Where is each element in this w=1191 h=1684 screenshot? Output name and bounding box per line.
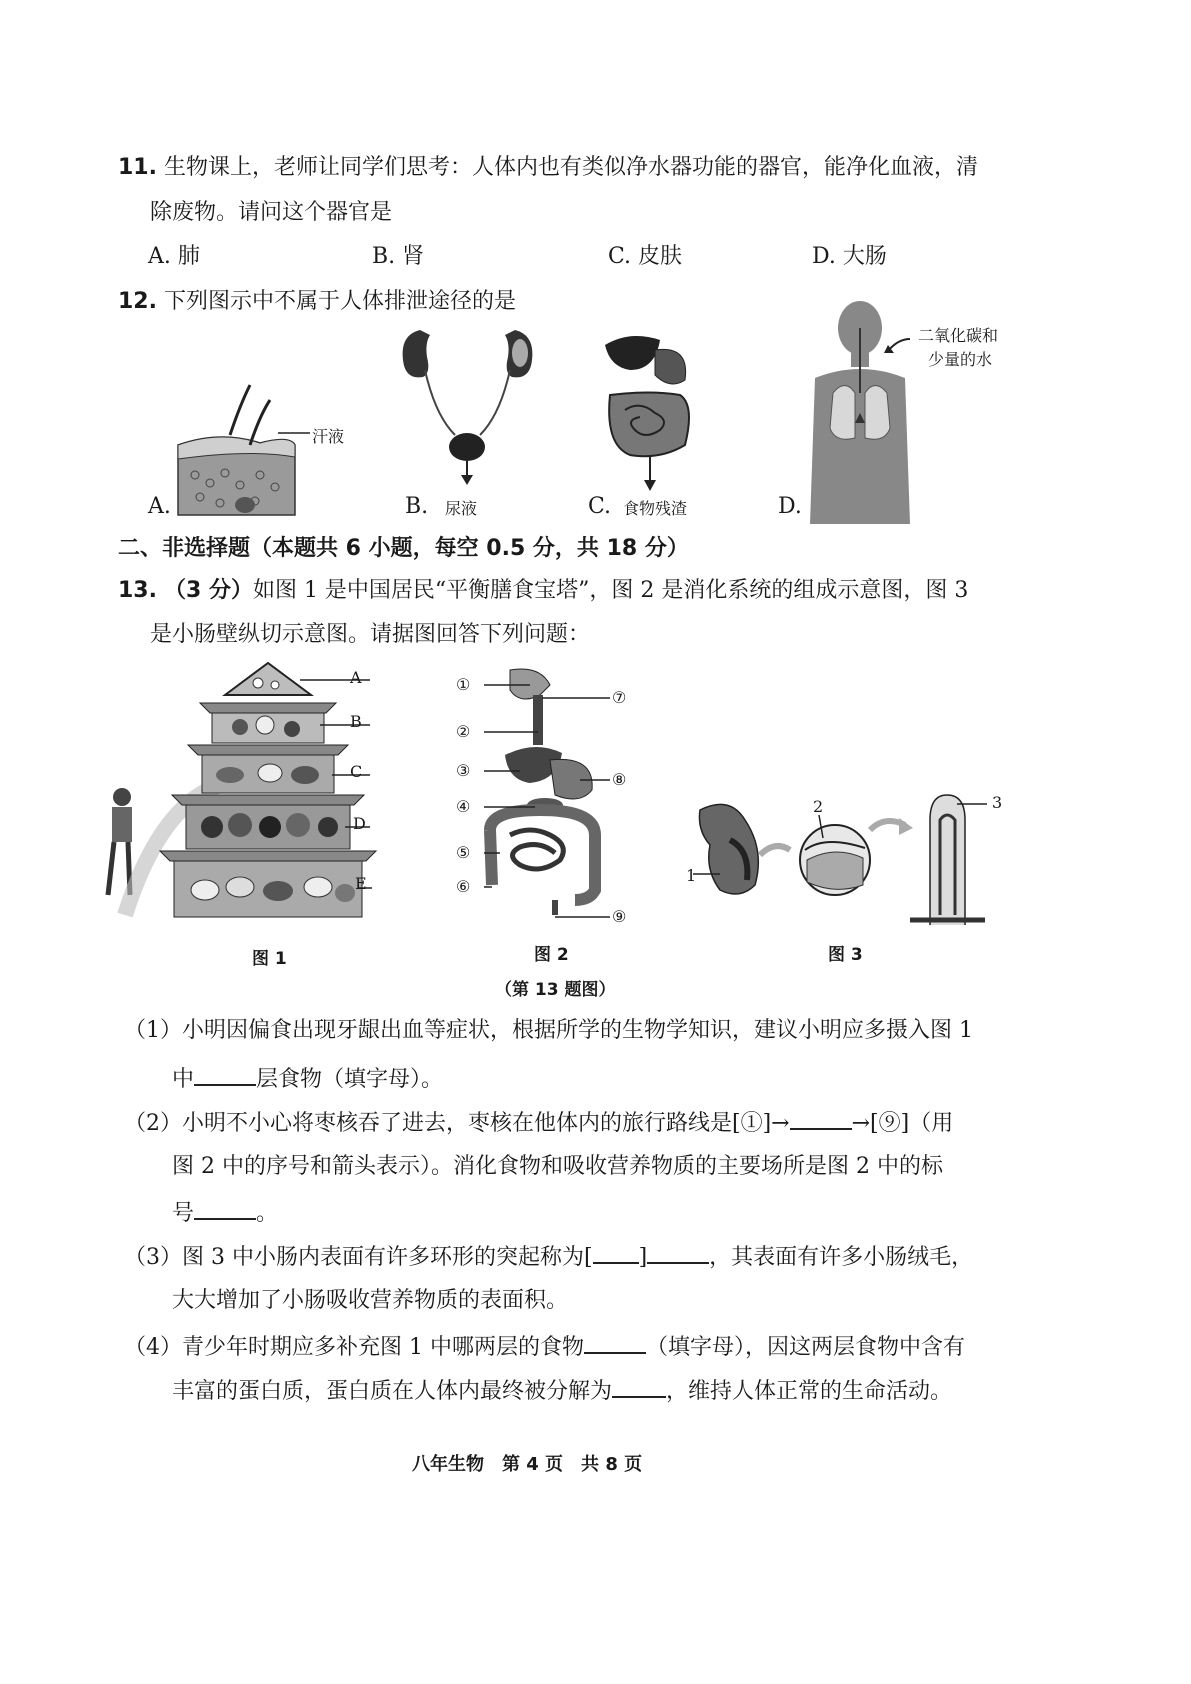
q13-sub4-number: （4） bbox=[124, 1335, 182, 1360]
q11-number: 11. bbox=[118, 155, 157, 180]
q12-stem-text: 下列图示中不属于人体排泄途径的是 bbox=[163, 289, 516, 314]
q13-sub1-text-a: 中 bbox=[172, 1067, 195, 1092]
q13-number: 13. bbox=[118, 578, 157, 603]
intestine-wall-figure bbox=[685, 790, 1005, 935]
fig3-caption: 图 3 bbox=[828, 945, 863, 965]
q13-sub4-text-d: ，维持人体正常的生命活动。 bbox=[666, 1379, 953, 1404]
q13-sub3-number: （3） bbox=[124, 1245, 182, 1270]
q12-option-d-letter: D. bbox=[778, 494, 802, 519]
pagoda-tier-e bbox=[160, 851, 376, 917]
q13-sub1-text: 小明因偏食出现牙龈出血等症状，根据所学的生物学知识，建议小明应多摄入图 1 bbox=[182, 1018, 973, 1043]
digestive-label-9: ⑨ bbox=[612, 907, 627, 926]
mouth-icon bbox=[510, 669, 550, 699]
fig2-caption: 图 2 bbox=[534, 945, 569, 965]
q13-sub3-text-b: ] bbox=[638, 1245, 648, 1270]
q13-sub2-line3 bbox=[172, 1196, 278, 1229]
intestine-label-1: 1 bbox=[686, 866, 697, 885]
q11-stem-text: 生物课上，老师让同学们思考：人体内也有类似净水器功能的器官，能净化血液，清 bbox=[163, 155, 978, 180]
q13-points: （3 分） bbox=[163, 578, 253, 603]
pagoda-label-d: D bbox=[353, 814, 366, 833]
answer-blank-1[interactable] bbox=[194, 1062, 256, 1086]
label-co2-line1: 二氧化碳和 bbox=[918, 326, 999, 345]
q13-sub1-line2 bbox=[172, 1062, 443, 1095]
q12-respiratory-figure bbox=[805, 298, 915, 524]
digestive-label-4: ④ bbox=[456, 797, 471, 816]
pagoda-tier-d bbox=[172, 795, 364, 849]
q12-skin-figure bbox=[170, 375, 330, 520]
q11-stem-line2: 除废物。请问这个器官是 bbox=[150, 200, 393, 225]
label-co2-line2: 少量的水 bbox=[928, 350, 993, 369]
q12-option-b-letter: B. bbox=[405, 494, 429, 519]
answer-blank-4[interactable] bbox=[593, 1240, 639, 1264]
q13-sub4-text-b: （填字母），因这两层食物中含有 bbox=[646, 1335, 966, 1360]
circular-fold-icon bbox=[800, 825, 870, 895]
q11-stem-line1 bbox=[118, 153, 978, 183]
q13-sub4-line1 bbox=[124, 1330, 965, 1363]
q13-sub4-line2 bbox=[172, 1374, 952, 1407]
label-urine: 尿液 bbox=[445, 499, 478, 518]
q12-option-c-letter: C. bbox=[588, 494, 612, 519]
q13-sub2-text-a: 小明不小心将枣核吞了进去，枣核在他体内的旅行路线是[①]→ bbox=[182, 1111, 790, 1136]
large-intestine-icon bbox=[490, 810, 595, 900]
section2-title: 二、非选择题（本题共 6 小题，每空 0.5 分，共 18 分） bbox=[118, 536, 689, 561]
villus-icon bbox=[910, 795, 985, 925]
intestine-icon bbox=[609, 393, 689, 457]
q13-stem-text: 如图 1 是中国居民“平衡膳食宝塔”，图 2 是消化系统的组成示意图，图 3 bbox=[252, 578, 969, 603]
q13-sub1-text-b: 层食物（填字母）。 bbox=[256, 1067, 444, 1092]
q11-option-b: B. 肾 bbox=[372, 244, 425, 269]
intestine-segment-icon bbox=[699, 804, 758, 894]
q11-option-a: A. 肺 bbox=[148, 244, 200, 269]
runner-icon bbox=[108, 788, 132, 895]
q13-sub4-text-c: 丰富的蛋白质，蛋白质在人体内最终被分解为 bbox=[172, 1379, 613, 1404]
q13-stem-line1 bbox=[118, 576, 968, 606]
pagoda-tier-b bbox=[200, 703, 336, 743]
kidney-icon bbox=[403, 330, 533, 377]
stomach-icon bbox=[550, 759, 592, 799]
intestine-label-3: 3 bbox=[992, 793, 1003, 812]
digestive-system-figure bbox=[470, 665, 620, 925]
q13-sub3-text-c: ，其表面有许多小肠绒毛， bbox=[709, 1245, 974, 1270]
q13-sub1-line1 bbox=[124, 1016, 973, 1046]
q12-option-a-letter: A. bbox=[148, 494, 171, 519]
digestive-label-3: ③ bbox=[456, 761, 471, 780]
q13-sub4-text-a: 青少年时期应多补充图 1 中哪两层的食物 bbox=[182, 1335, 584, 1360]
fig1-caption: 图 1 bbox=[252, 949, 287, 969]
q13-sub3-line2: 大大增加了小肠吸收营养物质的表面积。 bbox=[172, 1288, 569, 1313]
pagoda-tier-a bbox=[225, 663, 311, 695]
answer-blank-7[interactable] bbox=[612, 1374, 666, 1398]
answer-blank-3[interactable] bbox=[194, 1196, 256, 1220]
bladder-icon bbox=[449, 433, 485, 461]
q13-sub3-line1 bbox=[124, 1240, 973, 1273]
exhale-arrow-icon bbox=[880, 335, 915, 360]
pagoda-label-e: E bbox=[355, 874, 367, 893]
q11-option-d: D. 大肠 bbox=[812, 244, 887, 269]
digestive-label-6: ⑥ bbox=[456, 877, 471, 896]
intestine-label-2: 2 bbox=[813, 797, 824, 816]
answer-blank-2[interactable] bbox=[790, 1106, 852, 1130]
label-food-residue: 食物残渣 bbox=[623, 499, 688, 518]
food-pagoda-figure bbox=[100, 655, 390, 930]
small-intestine-icon bbox=[510, 830, 563, 869]
q13-stem-line2: 是小肠壁纵切示意图。请据图回答下列问题： bbox=[150, 622, 591, 647]
pagoda-label-a: A bbox=[350, 668, 362, 687]
pagoda-tier-c bbox=[188, 745, 348, 793]
q13-sub2-line2: 图 2 中的序号和箭头表示）。消化食物和吸收营养物质的主要场所是图 2 中的标 bbox=[172, 1154, 943, 1179]
digestive-label-7: ⑦ bbox=[612, 688, 627, 707]
q13-sub2-text-d: 。 bbox=[256, 1201, 279, 1226]
q12-urinary-figure bbox=[395, 325, 545, 485]
q13-sub3-text-a: 图 3 中小肠内表面有许多环形的突起称为[ bbox=[182, 1245, 593, 1270]
q13-sub2-text-b: →[⑨]（用 bbox=[851, 1111, 954, 1136]
answer-blank-5[interactable] bbox=[647, 1240, 709, 1264]
q13-sub2-number: （2） bbox=[124, 1111, 182, 1136]
page-footer: 八年生物 第 4 页 共 8 页 bbox=[412, 1454, 643, 1475]
q12-digestive-figure bbox=[600, 325, 710, 495]
digestive-label-5: ⑤ bbox=[456, 843, 471, 862]
skin-layers bbox=[178, 385, 295, 515]
digestive-label-1: ① bbox=[456, 675, 471, 694]
q13-figure-caption: （第 13 题图） bbox=[495, 980, 616, 1000]
label-sweat: 汗液 bbox=[312, 427, 345, 446]
q12-stem bbox=[118, 287, 516, 317]
q13-sub1-number: （1） bbox=[124, 1018, 182, 1043]
liver-icon bbox=[605, 336, 660, 370]
q13-sub2-line1 bbox=[124, 1106, 953, 1139]
digestive-label-8: ⑧ bbox=[612, 770, 627, 789]
q13-sub2-text-c: 号 bbox=[172, 1201, 195, 1226]
q11-option-c: C. 皮肤 bbox=[608, 244, 683, 269]
digestive-label-2: ② bbox=[456, 722, 471, 741]
q12-number: 12. bbox=[118, 289, 157, 314]
answer-blank-6[interactable] bbox=[584, 1330, 646, 1354]
pagoda-label-b: B bbox=[350, 712, 362, 731]
pagoda-label-c: C bbox=[350, 762, 363, 781]
